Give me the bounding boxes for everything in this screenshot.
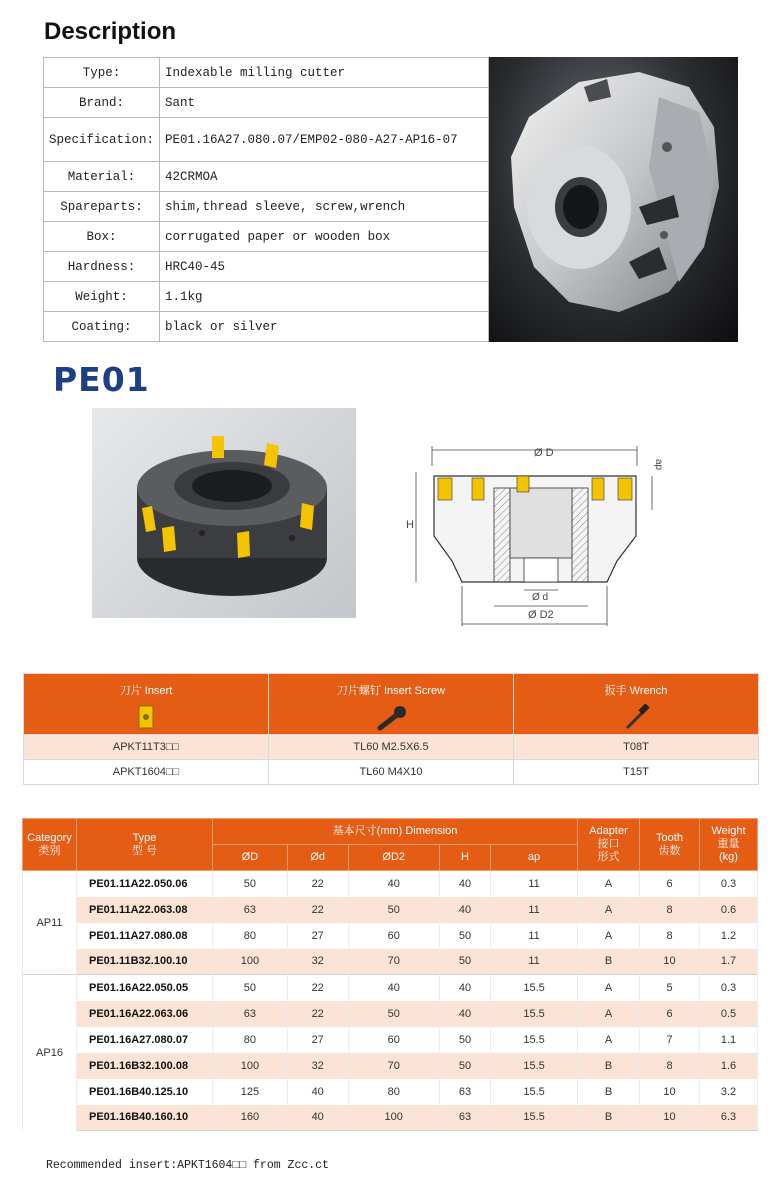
spec-key: Spareparts: [44,192,160,222]
spec-row [44,88,489,118]
value-cell: 60 [348,1027,439,1053]
spec-value: PE01.16A27.080.07/EMP02-080-A27-AP16-07 [160,118,489,162]
spec-key: Material: [44,162,160,192]
value-cell: 63 [213,897,288,923]
tooth-header: Tooth 齿数 [640,819,700,871]
dimension-header: 基本尺寸(mm) Dimension [213,819,578,845]
dim-label-H: H [406,519,414,531]
type-cell: PE01.11A22.050.06 [77,871,213,897]
value-cell: 22 [287,897,348,923]
value-cell: 15.5 [491,1027,578,1053]
sub-header-D2: ØD2 [348,845,439,871]
spec-value: Sant [160,88,489,118]
spec-key: Hardness: [44,252,160,282]
wrench-icon [621,704,651,734]
value-cell: 22 [287,871,348,897]
value-cell: 8 [640,1053,700,1079]
value-cell: 70 [348,1053,439,1079]
value-cell: 11 [491,923,578,949]
value-cell: 22 [287,1001,348,1027]
value-cell: 50 [439,1027,490,1053]
recommended-insert-note: Recommended insert:APKT1604□□ from Zcc.ct [46,1159,329,1172]
description-title: Description [44,18,177,45]
spec-row [44,192,489,222]
spec-row [44,118,489,162]
value-cell: 1.1 [700,1027,758,1053]
value-cell: 27 [287,923,348,949]
value-cell: 15.5 [491,975,578,1001]
value-cell: 63 [213,1001,288,1027]
sub-header-D: ØD [213,845,288,871]
insert-screw-header [269,674,514,735]
dims-header-row [23,819,758,845]
spec-value: 1.1kg [160,282,489,312]
value-cell: 50 [213,871,288,897]
dim-label-D2: Ø D2 [528,609,554,621]
value-cell: 63 [439,1105,490,1131]
dimensions-table [22,818,758,1131]
parts-row [24,735,759,760]
table-row [23,871,758,897]
table-row [23,1105,758,1131]
value-cell: 0.5 [700,1001,758,1027]
type-cell: PE01.16B40.125.10 [77,1079,213,1105]
value-cell: 40 [287,1079,348,1105]
value-cell: 0.3 [700,871,758,897]
category-cell: AP16 [23,975,77,1131]
value-cell: 5 [640,975,700,1001]
value-cell: 6 [640,871,700,897]
value-cell: 32 [287,949,348,975]
adapter-header: Adapter 接口 形式 [578,819,640,871]
type-cell: PE01.16B40.160.10 [77,1105,213,1131]
series-logo: PE01 [53,360,150,399]
category-cell: AP11 [23,871,77,975]
parts-wrench-cell: T08T [514,735,759,760]
spec-value: black or silver [160,312,489,342]
value-cell: 10 [640,949,700,975]
value-cell: 15.5 [491,1105,578,1131]
type-cell: PE01.16B32.100.08 [77,1053,213,1079]
dim-label-d: Ø d [532,592,549,603]
sub-header-d: Ød [287,845,348,871]
wrench-header-label: 扳手 Wrench [604,685,668,697]
value-cell: 8 [640,923,700,949]
technical-drawing [402,436,702,636]
value-cell: 32 [287,1053,348,1079]
value-cell: 50 [348,897,439,923]
value-cell: 10 [640,1079,700,1105]
spec-key: Brand: [44,88,160,118]
type-cell: PE01.16A22.063.06 [77,1001,213,1027]
value-cell: 15.5 [491,1079,578,1105]
value-cell: 15.5 [491,1001,578,1027]
spec-value: 42CRMOA [160,162,489,192]
sub-header-H: H [439,845,490,871]
table-row [23,975,758,1001]
value-cell: 40 [439,975,490,1001]
table-row [23,949,758,975]
value-cell: 11 [491,949,578,975]
dim-label-ap: ap [653,459,664,471]
value-cell: B [578,1053,640,1079]
product-photo [489,57,738,342]
sub-header-ap: ap [491,845,578,871]
type-cell: PE01.16A27.080.07 [77,1027,213,1053]
value-cell: 80 [213,1027,288,1053]
type-cell: PE01.11A27.080.08 [77,923,213,949]
parts-insert-cell: APKT1604□□ [24,760,269,785]
description-table [43,57,489,342]
value-cell: 160 [213,1105,288,1131]
value-cell: 27 [287,1027,348,1053]
value-cell: 50 [439,1053,490,1079]
value-cell: 10 [640,1105,700,1131]
wrench-header [514,674,759,735]
value-cell: 60 [348,923,439,949]
value-cell: 40 [348,975,439,1001]
type-cell: PE01.16A22.050.05 [77,975,213,1001]
value-cell: A [578,897,640,923]
value-cell: 100 [213,949,288,975]
spec-value: shim,thread sleeve, screw,wrench [160,192,489,222]
value-cell: 6 [640,1001,700,1027]
value-cell: 50 [213,975,288,1001]
category-header: Category 类别 [23,819,77,871]
value-cell: 80 [213,923,288,949]
table-row [23,1001,758,1027]
value-cell: 0.6 [700,897,758,923]
value-cell: B [578,1105,640,1131]
spec-key: Weight: [44,282,160,312]
spec-value: Indexable milling cutter [160,58,489,88]
value-cell: 6.3 [700,1105,758,1131]
value-cell: 125 [213,1079,288,1105]
value-cell: 40 [287,1105,348,1131]
value-cell: 0.3 [700,975,758,1001]
insert-screw-header-label: 刀片螺钉 Insert Screw [336,685,446,697]
value-cell: A [578,923,640,949]
value-cell: A [578,871,640,897]
spec-row [44,58,489,88]
weight-header: Weight 重量 (kg) [700,819,758,871]
type-cell: PE01.11A22.063.08 [77,897,213,923]
spec-key: Type: [44,58,160,88]
cutter-render [92,408,356,618]
value-cell: 40 [439,871,490,897]
insert-header-label: 刀片 Insert [119,685,173,697]
value-cell: 50 [439,949,490,975]
type-cell: PE01.11B32.100.10 [77,949,213,975]
screw-icon [374,704,408,732]
insert-icon [137,704,155,730]
value-cell: 80 [348,1079,439,1105]
value-cell: 50 [439,923,490,949]
value-cell: 1.2 [700,923,758,949]
parts-screw-cell: TL60 M4X10 [269,760,514,785]
spec-key: Specification: [44,118,160,162]
table-row [23,923,758,949]
milling-cutter-yellow-inserts-image [92,408,356,618]
value-cell: 40 [439,1001,490,1027]
parts-screw-cell: TL60 M2.5X6.5 [269,735,514,760]
spec-row [44,162,489,192]
spec-key: Box: [44,222,160,252]
value-cell: 1.7 [700,949,758,975]
parts-row [24,760,759,785]
value-cell: 8 [640,897,700,923]
value-cell: A [578,1027,640,1053]
value-cell: 100 [348,1105,439,1131]
value-cell: 40 [348,871,439,897]
parts-table [23,673,759,785]
value-cell: A [578,1001,640,1027]
table-row [23,1027,758,1053]
value-cell: 63 [439,1079,490,1105]
value-cell: 50 [348,1001,439,1027]
value-cell: 15.5 [491,1053,578,1079]
value-cell: B [578,949,640,975]
value-cell: 70 [348,949,439,975]
spec-key: Coating: [44,312,160,342]
value-cell: B [578,1079,640,1105]
insert-header [24,674,269,735]
value-cell: 11 [491,897,578,923]
value-cell: 1.6 [700,1053,758,1079]
value-cell: 100 [213,1053,288,1079]
parts-wrench-cell: T15T [514,760,759,785]
dim-label-D: Ø D [534,447,554,459]
table-row [23,897,758,923]
value-cell: 3.2 [700,1079,758,1105]
parts-header-row [24,674,759,735]
value-cell: 22 [287,975,348,1001]
value-cell: 11 [491,871,578,897]
type-header: Type 型 号 [77,819,213,871]
spec-value: corrugated paper or wooden box [160,222,489,252]
parts-insert-cell: APKT11T3□□ [24,735,269,760]
cutter-cross-section-diagram [402,436,702,636]
table-row [23,1079,758,1105]
spec-value: HRC40-45 [160,252,489,282]
table-row [23,1053,758,1079]
milling-cutter-silver-image [489,57,738,342]
spec-row [44,312,489,342]
value-cell: A [578,975,640,1001]
value-cell: 40 [439,897,490,923]
spec-row [44,282,489,312]
spec-row [44,222,489,252]
spec-row [44,252,489,282]
value-cell: 7 [640,1027,700,1053]
